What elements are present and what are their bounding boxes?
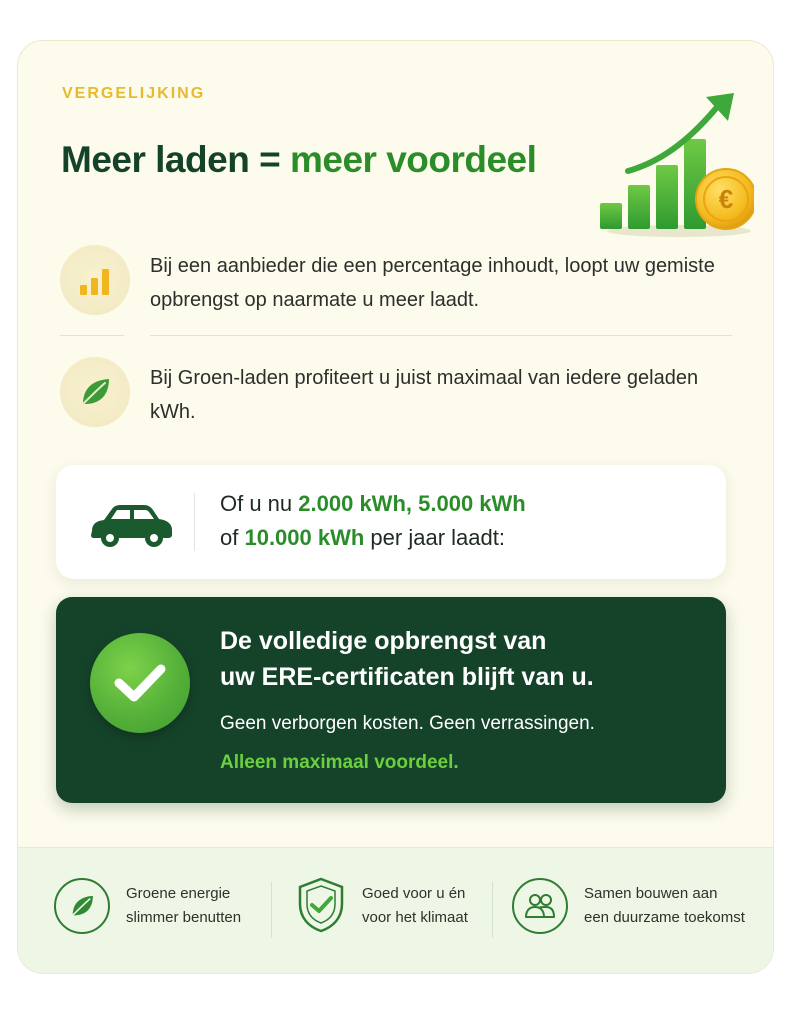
leaf-icon [60, 357, 130, 427]
headline [61, 139, 536, 181]
feature-label [584, 882, 754, 930]
divider [194, 493, 195, 551]
people-icon [512, 878, 568, 934]
kwh-box [56, 465, 726, 579]
kwh-suffix: per jaar laadt: [364, 525, 505, 550]
result-box [56, 597, 726, 803]
headline-part2: meer voordeel [289, 139, 537, 180]
divider [150, 335, 732, 336]
feature-label-line1: Samen bouwen aan [584, 885, 718, 902]
feature-label-line1: Groene energie [126, 885, 231, 902]
divider [271, 882, 272, 938]
bar-chart-icon [60, 245, 130, 315]
kwh-value-2000: 2.000 kWh, [298, 491, 412, 516]
coin-symbol: € [718, 184, 734, 214]
features-footer [18, 847, 774, 974]
kwh-text [220, 487, 700, 555]
info-text-groen-laden: Bij Groen-laden profiteert u juist maximaal van iedere geladen kWh. [150, 367, 699, 423]
leaf-icon [54, 878, 110, 934]
feature-label-line2: voor het klimaat [362, 909, 468, 926]
feature-label-line2: een duurzame toekomst [584, 909, 745, 926]
result-title-line2: uw ERE-certificaten blijft van u. [220, 663, 594, 691]
comparison-card [17, 40, 774, 974]
feature-label-line2: slimmer benutten [126, 909, 242, 926]
info-text-percentage: Bij een aanbieder die een percentage inhoudt, loopt uw gemiste opbrengst op naarmate u meer laadt. [150, 255, 715, 311]
divider [492, 882, 493, 938]
eyebrow-label: VERGELIJKING [62, 85, 206, 102]
kwh-mid: of [220, 525, 245, 550]
kwh-value-10000: 10.000 kWh [244, 525, 365, 550]
result-title-line1: De volledige opbrengst van [220, 627, 547, 655]
bar-chart-growth-icon [594, 91, 754, 241]
result-title [220, 623, 700, 695]
shield-check-icon [296, 876, 346, 934]
checkmark-icon [90, 633, 190, 733]
feature-label [362, 882, 532, 930]
divider [60, 335, 124, 336]
kwh-value-5000: 5.000 kWh [418, 491, 526, 516]
kwh-prefix: Of u nu [220, 491, 299, 516]
result-subtitle: Geen verborgen kosten. Geen verrassingen. [220, 713, 595, 734]
result-accent: Alleen maximaal voordeel. [220, 752, 459, 773]
car-icon [86, 497, 176, 549]
headline-part1: Meer laden = [61, 139, 290, 180]
feature-label-line1: Goed voor u én [362, 885, 466, 902]
